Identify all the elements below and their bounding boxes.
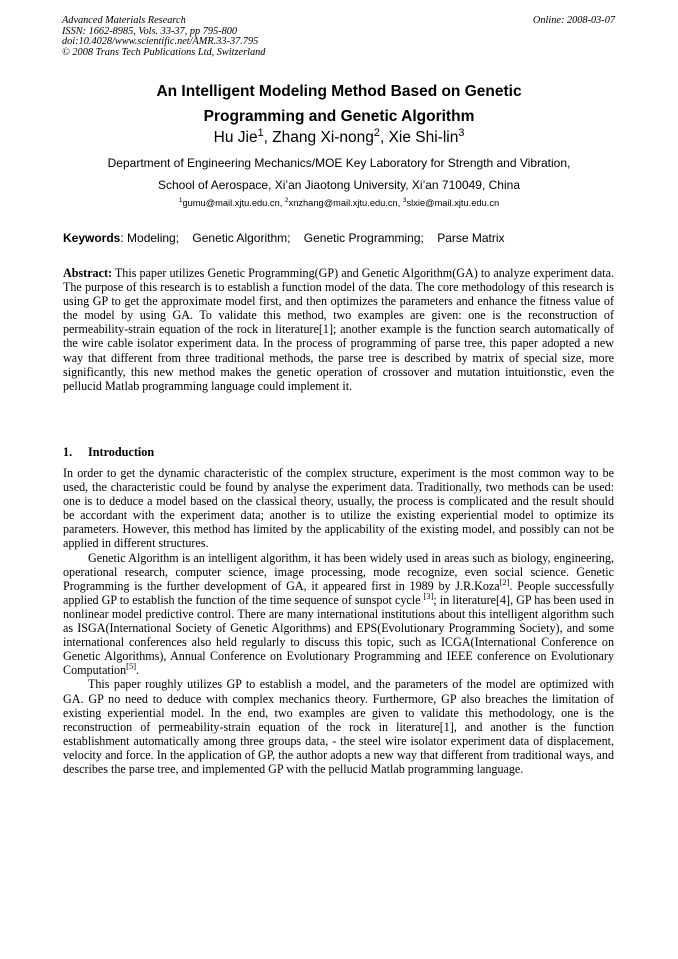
- email-link[interactable]: xnzhang@mail.xjtu.edu.cn: [288, 198, 398, 208]
- section-heading: [63, 445, 154, 460]
- section-number: 1.: [63, 445, 73, 459]
- author-list: Hu Jie$^1$, Zhang Xi-nong$^2$, Xie Shi-lin$^3$: [213, 126, 465, 146]
- affiliation-line-2: School of Aerospace, Xi’an Jiaotong University, Xi’an 710049, China: [158, 178, 520, 192]
- author-name: Zhang Xi-nong: [272, 129, 374, 146]
- keyword: Genetic Programming;: [303, 231, 424, 245]
- keyword: Genetic Algorithm;: [192, 231, 291, 245]
- citation-mark: [2]: [499, 576, 510, 587]
- paper-title-line-1: An Intelligent Modeling Method Based on Genetic: [156, 83, 522, 100]
- keywords-line: Keywords: Modeling; Genetic Algorithm; Genetic Programming; Parse Matrix: [63, 231, 505, 245]
- author-affil-mark: 2: [373, 126, 380, 139]
- paragraph-text: . People successfully applied GP to establish the function of the time sequence of sunspot cycle: [63, 578, 614, 607]
- journal-copyright: © 2008 Trans Tech Publications Ltd, Switzerland: [62, 46, 266, 58]
- paragraph: [63, 551, 614, 678]
- paragraph: This paper roughly utilizes GP to establish a model, and the parameters of the model are optimized with GA. GP no need to deduce with complex mechanics theory. Furthermore, GP also breaches the limitation of existing experiential model. In the end, two examples are given to validate this methodology, one is the reconstruction of permeability-strain equation of the rock in literature[1], and another is the function establishment automatically among three groups data, - the steel wire isolator experiment data of displacement, velocity and force. In the application of GP, the author adopts a new way that different from traditional ways, and describes the parse tree, and implemented GP with the pellucid Matlab programming language.: [63, 677, 614, 776]
- abstract-label: Abstract:: [63, 266, 113, 280]
- paragraph-text: ; in literature[4], GP has been used in nonlinear model predictive control. There are many international institutions about this intelligent algorithm such as ISGA(International Society of Genetic Algorithms) and EPS(Evolutionary Programming Society), and some international conferences also held regularly to discuss this topic, such as ICGA(International Conference on Genetic Algorithms), Annual Conference on Evolutionary Programming and IEEE conference on Evolutionary Computation: [63, 592, 614, 678]
- keyword: Modeling;: [127, 231, 180, 245]
- introduction-body: [63, 466, 614, 776]
- abstract: [63, 266, 614, 393]
- section-title: Introduction: [88, 445, 155, 459]
- abstract-text: This paper utilizes Genetic Programming(GP) and Genetic Algorithm(GA) to analyze experiment data. The purpose of this research is to establish a function model of the data. The core methodology of this research is using GP to get the approximate model first, and then optimizes the parameters and enhance the fitness value of the model by using GA. To validate this method, two examples are given: one is the reconstruction of permeability-strain equation of the rock in literature[1]; another example is the function search automatically of the wire cable isolator experiment data. In the process of programming of parse tree, this paper adopted a new way that different from three traditional methods, the parse tree is described by matrix of special size, more significantly, this new method makes the genetic operation of crossover and mutation intuitionstic, even the pellucid Matlab programming language could implement it.: [63, 266, 614, 393]
- citation-mark: [3]: [423, 590, 434, 601]
- email-mark: 2: [284, 196, 289, 204]
- online-date: Online: 2008-03-07: [532, 15, 615, 26]
- affiliation-line-1: Department of Engineering Mechanics/MOE Key Laboratory for Strength and Vibration,: [107, 156, 571, 170]
- journal-name: Advanced Materials Research: [62, 15, 186, 26]
- journal-issn: ISSN: 1662-8985, Vols. 33-37, pp 795-800: [62, 25, 238, 37]
- author-name: Xie Shi-lin: [388, 129, 459, 146]
- journal-doi: doi:10.4028/www.scientific.net/AMR.33-37.795: [62, 36, 259, 48]
- email-list: $^1$gumu@mail.xjtu.edu.cn, $^2$xnzhang@mail.xjtu.edu.cn, $^3$slxie@mail.xjtu.edu.cn: [178, 196, 500, 208]
- keyword: Parse Matrix: [437, 231, 505, 245]
- keywords-label: Keywords: [63, 231, 121, 245]
- email-mark: 3: [402, 196, 407, 204]
- author-affil-mark: 1: [257, 126, 264, 139]
- paragraph: In order to get the dynamic characteristic of the complex structure, experiment is the most common way to be used, the characteristic could be found by analyse the experiment data. Traditionally, two methods can be used: one is to deduce a model based on the classical theory, usually, the process is complicated and the result should be accordant with the experiment data; another is to utilize the existing experiential model to optimize its parameters. However, this method has limited by the applicability of the existing model, and possibly can not be applied in different structures.: [63, 466, 614, 551]
- author-affil-mark: 3: [458, 126, 465, 139]
- author-name: Hu Jie: [213, 129, 258, 146]
- paragraph-text: Genetic Algorithm is an intelligent algorithm, it has been widely used in areas such as biology, engineering, operational research, computer science, image processing, mode recognize, even social science. Genetic Programming is the further development of GA, it appeared first in 1989 by J.R.Koza: [63, 550, 614, 593]
- paper-title-line-2: Programming and Genetic Algorithm: [203, 108, 475, 125]
- email-link[interactable]: gumu@mail.xjtu.edu.cn: [182, 198, 280, 208]
- email-mark: 1: [178, 196, 183, 204]
- paragraph-text: .: [136, 663, 140, 678]
- journal-header: [62, 16, 265, 58]
- citation-mark: [5]: [126, 661, 137, 672]
- email-link[interactable]: slxie@mail.xjtu.edu.cn: [406, 198, 500, 208]
